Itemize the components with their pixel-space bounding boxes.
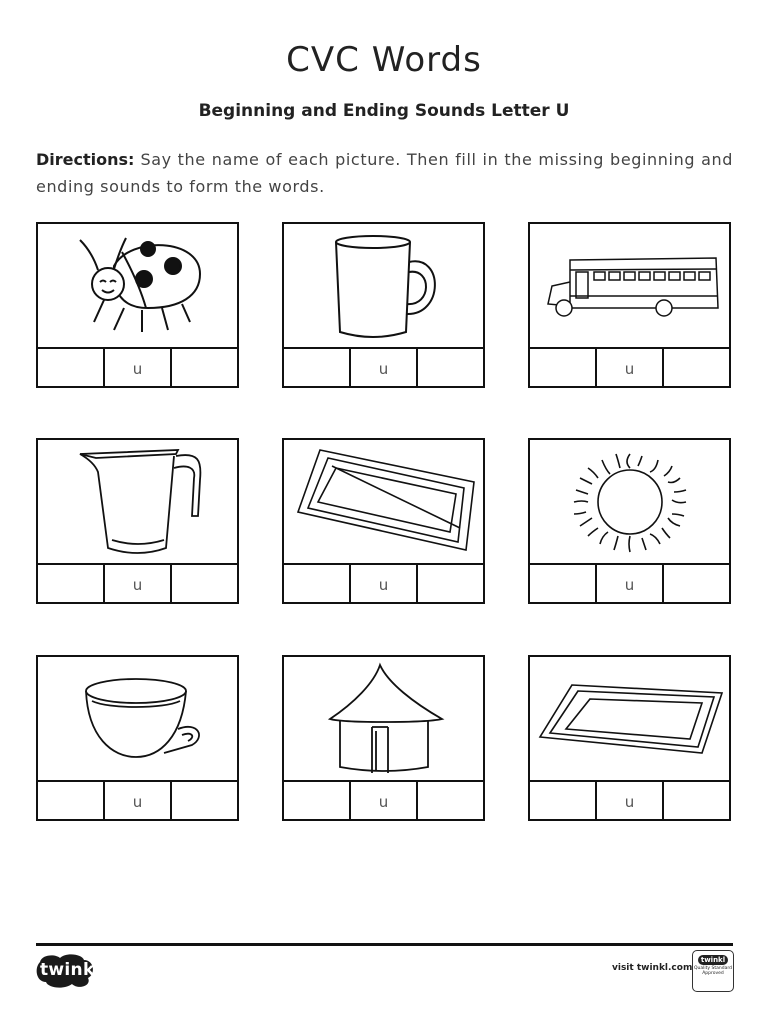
cup-icon <box>38 657 237 780</box>
ending-sound-box[interactable] <box>172 782 237 821</box>
mug-icon <box>284 224 483 347</box>
mat-icon <box>530 657 729 780</box>
vowel-box: u <box>351 349 418 388</box>
ending-sound-box[interactable] <box>418 565 483 604</box>
directions <box>36 146 733 200</box>
word-card-rug <box>282 438 485 604</box>
ending-sound-box[interactable] <box>664 782 729 821</box>
ending-sound-box[interactable] <box>172 565 237 604</box>
letter-boxes <box>530 780 729 821</box>
letter-boxes <box>38 780 237 821</box>
word-card-cup <box>36 655 239 821</box>
word-card-sun <box>528 438 731 604</box>
letter-boxes <box>530 347 729 388</box>
footer-divider <box>36 943 733 946</box>
vowel-box: u <box>105 349 172 388</box>
jug-icon <box>38 440 237 563</box>
visit-link[interactable]: visit twinkl.com <box>612 963 693 973</box>
badge-logo: twinkl <box>698 955 728 965</box>
sun-icon <box>530 440 729 563</box>
rug-icon <box>284 440 483 563</box>
word-card-bus <box>528 222 731 388</box>
ending-sound-box[interactable] <box>418 782 483 821</box>
beginning-sound-box[interactable] <box>38 782 105 821</box>
hut-icon <box>284 657 483 780</box>
beginning-sound-box[interactable] <box>38 565 105 604</box>
word-card-hut <box>282 655 485 821</box>
ladybug-icon <box>38 224 237 347</box>
page-subtitle: Beginning and Ending Sounds Letter U <box>198 101 570 121</box>
ending-sound-box[interactable] <box>664 349 729 388</box>
beginning-sound-box[interactable] <box>530 782 597 821</box>
word-card-ladybug <box>36 222 239 388</box>
quality-badge <box>692 950 734 992</box>
vowel-box: u <box>597 565 664 604</box>
page-title: CVC Words <box>286 40 482 80</box>
logo-text: twinkl <box>40 960 101 980</box>
ending-sound-box[interactable] <box>418 349 483 388</box>
ending-sound-box[interactable] <box>172 349 237 388</box>
word-card-jug <box>36 438 239 604</box>
letter-boxes <box>38 347 237 388</box>
vowel-box: u <box>351 782 418 821</box>
word-card-mat <box>528 655 731 821</box>
bus-icon <box>530 224 729 347</box>
beginning-sound-box[interactable] <box>284 782 351 821</box>
letter-boxes <box>530 563 729 604</box>
word-card-mug <box>282 222 485 388</box>
beginning-sound-box[interactable] <box>530 565 597 604</box>
badge-line1: Quality Standard <box>694 966 732 971</box>
beginning-sound-box[interactable] <box>530 349 597 388</box>
letter-boxes <box>284 563 483 604</box>
beginning-sound-box[interactable] <box>38 349 105 388</box>
letter-boxes <box>284 780 483 821</box>
letter-boxes <box>38 563 237 604</box>
letter-boxes <box>284 347 483 388</box>
badge-line2: Approved <box>702 971 724 976</box>
beginning-sound-box[interactable] <box>284 349 351 388</box>
directions-label: Directions: <box>36 150 135 169</box>
ending-sound-box[interactable] <box>664 565 729 604</box>
vowel-box: u <box>105 782 172 821</box>
vowel-box: u <box>597 782 664 821</box>
vowel-box: u <box>351 565 418 604</box>
beginning-sound-box[interactable] <box>284 565 351 604</box>
directions-text: Say the name of each picture. Then fill in the missing beginning and ending sounds to form the words. <box>36 150 733 196</box>
vowel-box: u <box>105 565 172 604</box>
vowel-box: u <box>597 349 664 388</box>
